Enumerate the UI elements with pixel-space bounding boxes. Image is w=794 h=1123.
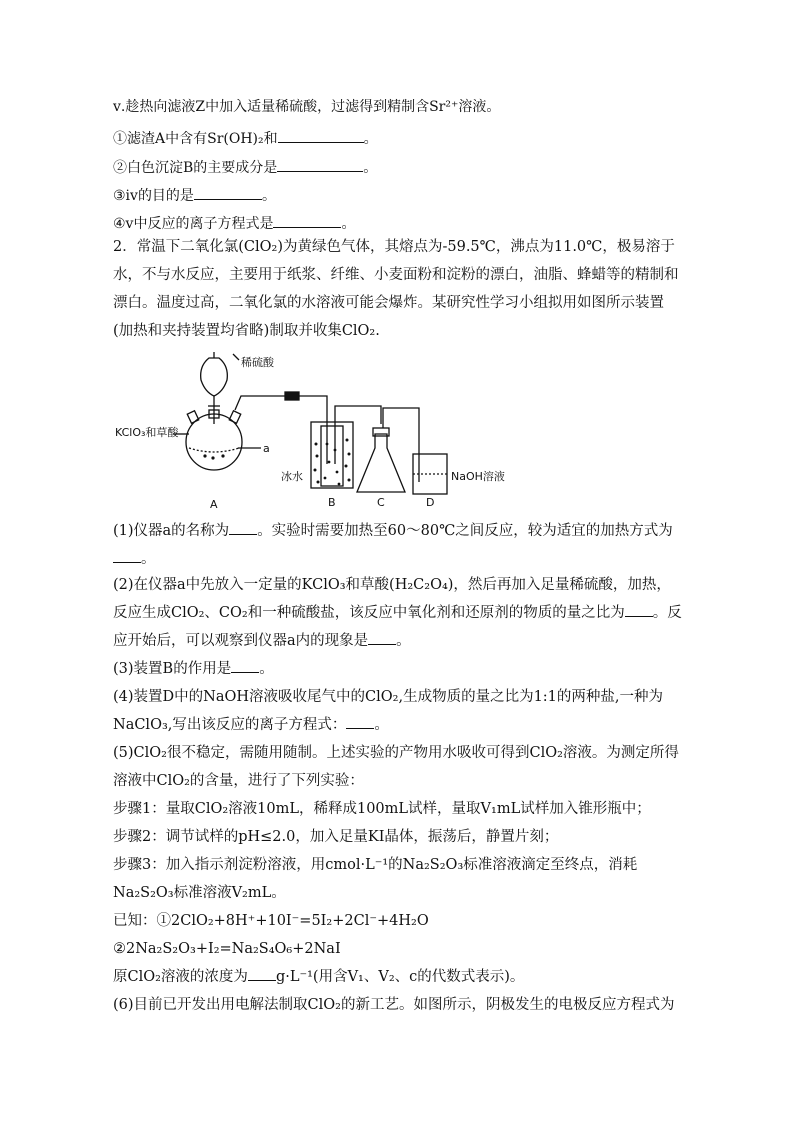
part-2-text-c: 。	[396, 633, 411, 649]
label-reactants: KClO₃和草酸	[115, 426, 179, 439]
part-1	[113, 517, 683, 573]
step-1: 步骤1：量取ClO₂溶液10mL，稀释成100mL试样，量取V₁mL试样加入锥形瓶中；	[113, 801, 651, 817]
concentration-text-b: g·L⁻¹(用含V₁、V₂、c的代数式表示)。	[275, 969, 525, 985]
subquestion-1-end: 。	[363, 131, 378, 147]
label-A: A	[210, 498, 218, 511]
label-D: D	[426, 496, 435, 509]
label-ice-water: 冰水	[281, 470, 303, 483]
apparatus-diagram	[113, 344, 533, 516]
known-equation-2: ②2Na₂S₂O₃+I₂=Na₂S₄O₆+2NaI	[113, 941, 341, 957]
label-instrument-a: a	[263, 442, 270, 455]
part-1-text-b: 。实验时需要加热至60～80℃之间反应，较为适宜的加热方式为	[257, 523, 673, 539]
part-5-intro: (5)ClO₂很不稳定，需随用随制。上述实验的产物用水吸收可得到ClO₂溶液。为测定所得溶液中ClO₂的含量，进行了下列实验：	[113, 745, 679, 789]
subquestion-4	[113, 213, 355, 234]
label-dilute-sulfuric-acid: 稀硫酸	[241, 356, 274, 369]
answer-blank[interactable]	[277, 157, 363, 172]
answer-blank[interactable]	[273, 213, 341, 228]
concentration-question	[113, 963, 683, 991]
answer-blank[interactable]	[194, 185, 262, 200]
concentration-text-a: 原ClO₂溶液的浓度为	[113, 969, 248, 985]
subquestion-2-text: ②白色沉淀B的主要成分是	[113, 160, 278, 176]
answer-blank[interactable]	[278, 128, 364, 143]
part-3	[113, 655, 683, 683]
subquestion-3-end: 。	[261, 188, 276, 204]
part-2-text-a: (2)在仪器a中先放入一定量的KClO₃和草酸(H₂C₂O₄)，然后再加入足量稀硫酸，加热，反应生成ClO₂、CO₂和一种硫酸盐，该反应中氧化剂和还原剂的物质的量之比为	[113, 577, 671, 621]
known-equation-1: 已知：①2ClO₂+8H⁺+10I⁻=5I₂+2Cl⁻+4H₂O	[113, 913, 429, 929]
subquestion-2	[113, 157, 377, 178]
answer-blank[interactable]	[231, 658, 259, 673]
subquestion-4-text: ④ⅴ中反应的离子方程式是	[113, 216, 274, 232]
subquestion-1	[113, 128, 378, 149]
subquestion-3-text: ③ⅳ的目的是	[113, 188, 194, 204]
label-B: B	[328, 496, 336, 509]
part-3-text-a: (3)装置B的作用是	[113, 661, 232, 677]
step-2: 步骤2：调节试样的pH≤2.0，加入足量KI晶体，振荡后，静置片刻；	[113, 829, 559, 845]
answer-blank[interactable]	[346, 714, 374, 729]
answer-blank[interactable]	[229, 520, 257, 535]
part-1-text-c: 。	[141, 551, 156, 567]
question-2-intro: 2．常温下二氧化氯(ClO₂)为黄绿色气体，其熔点为-59.5℃，沸点为11.0℃，极易溶于水，不与水反应，主要用于纸浆、纤维、小麦面粉和淀粉的漂白，油脂、蜂蜡等的精制和漂白。温度过高，二氧化氯的水溶液可能会爆炸。某研究性学习小组拟用如图所示装置(加热和夹持装置均省略)制取并收集ClO₂.	[113, 239, 679, 339]
part-2	[113, 571, 683, 655]
part-1-text-a: (1)仪器a的名称为	[113, 523, 230, 539]
answer-blank[interactable]	[113, 548, 141, 563]
part-3-text-b: 。	[259, 661, 274, 677]
step-3: 步骤3：加入指示剂淀粉溶液，用cmol·L⁻¹的Na₂S₂O₃标准溶液滴定至终点，消耗Na₂S₂O₃标准溶液V₂mL。	[113, 857, 638, 901]
label-C: C	[377, 496, 385, 509]
answer-blank[interactable]	[248, 966, 276, 981]
part-4-text-a: (4)装置D中的NaOH溶液吸收尾气中的ClO₂,生成物质的量之比为1:1的两种盐,一种为NaClO₃,写出该反应的离子方程式：	[113, 689, 664, 733]
subquestion-4-end: 。	[341, 216, 356, 232]
part-2-text-b: 。反应开始后，可以观察到仪器a内的现象是	[113, 605, 682, 649]
subquestion-3	[113, 185, 276, 206]
step-v-text: ⅴ.趁热向滤液Z中加入适量稀硫酸，过滤得到精制含Sr²⁺溶液。	[113, 99, 501, 115]
label-naoh-solution: NaOH溶液	[451, 470, 505, 483]
part-4	[113, 683, 683, 739]
answer-blank[interactable]	[625, 602, 653, 617]
answer-blank[interactable]	[368, 630, 396, 645]
part-6: (6)目前已开发出用电解法制取ClO₂的新工艺。如图所示，阴极发生的电极反应方程式为	[113, 997, 675, 1013]
subquestion-1-text: ①滤渣A中含有Sr(OH)₂和	[113, 131, 278, 147]
part-4-text-b: 。	[374, 717, 389, 733]
subquestion-2-end: 。	[363, 160, 378, 176]
